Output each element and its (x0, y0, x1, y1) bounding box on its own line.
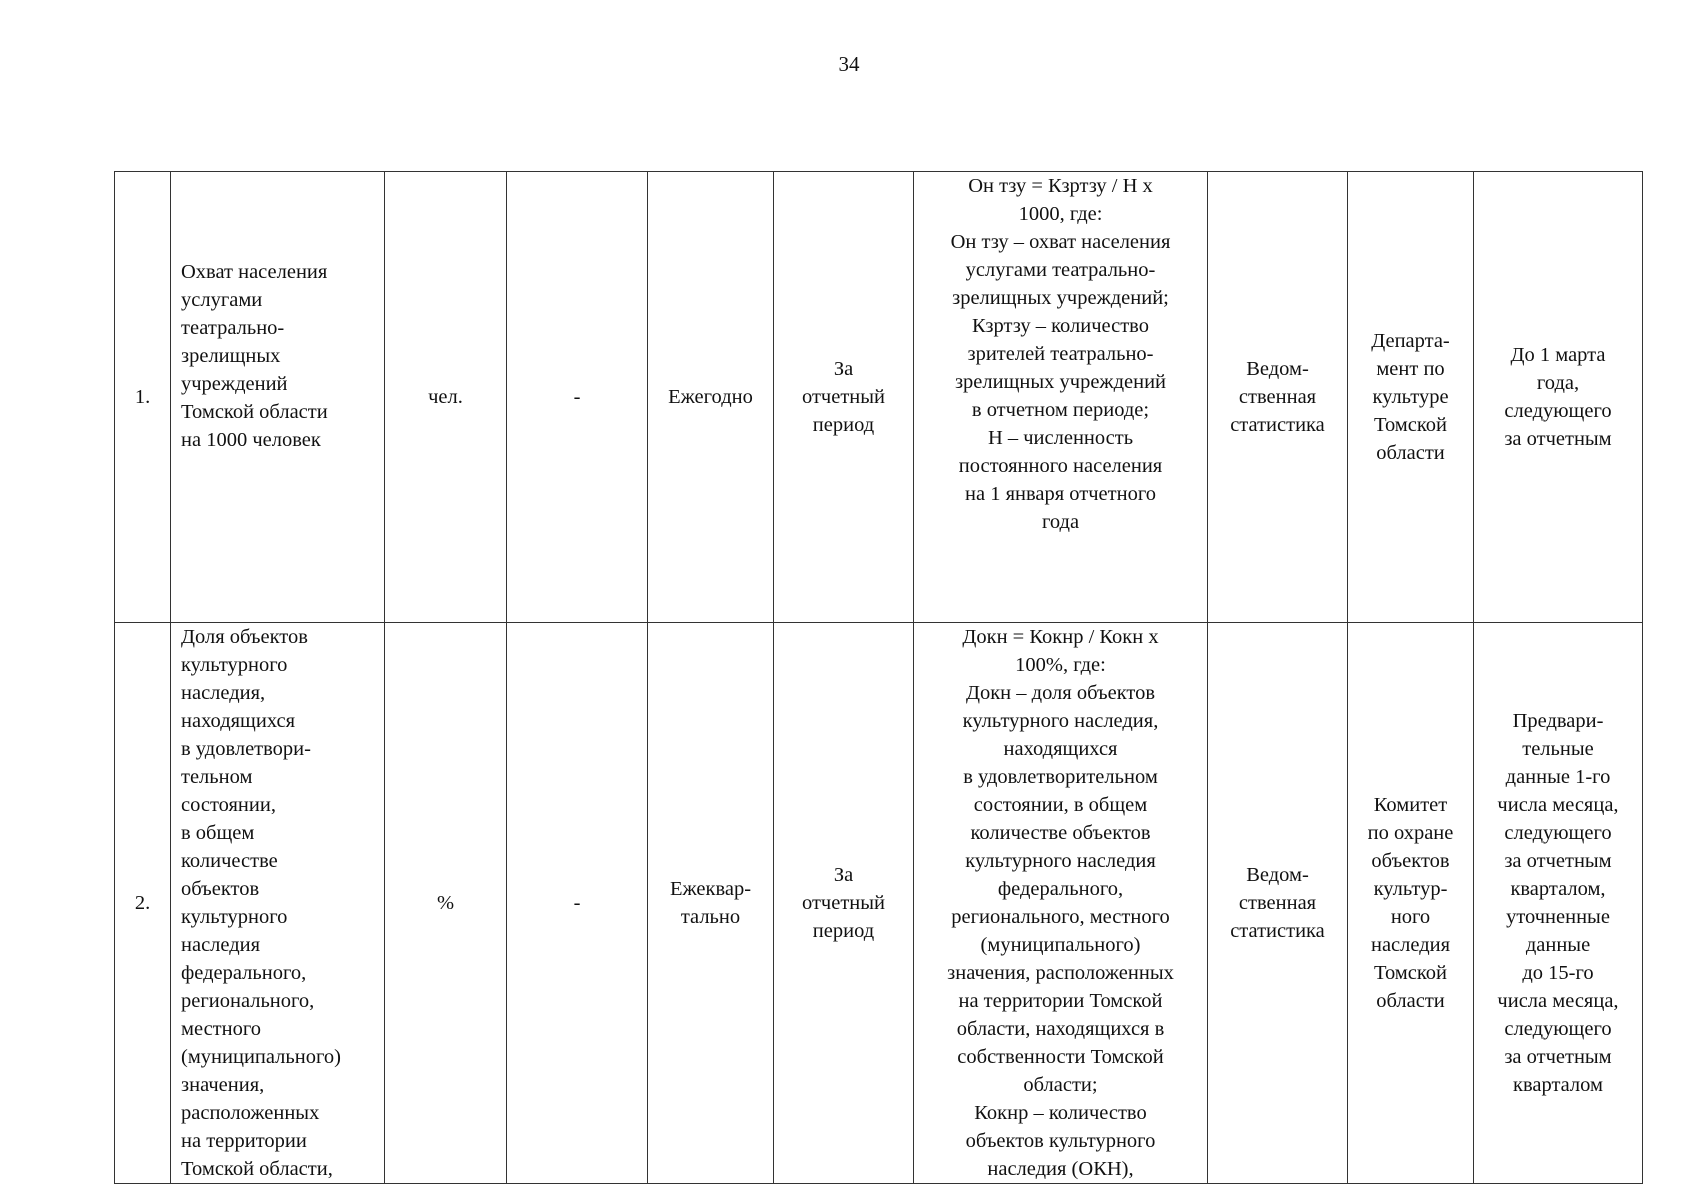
text-line: (муниципального) (181, 1046, 341, 1068)
text-line: наследия, (181, 682, 266, 704)
text-line: года, (1536, 372, 1580, 394)
text-line: Томской (1373, 962, 1448, 984)
deadline-cell (1474, 623, 1643, 1184)
text-line: (муниципального) (980, 934, 1141, 956)
text-line: За (833, 358, 854, 380)
indicators-table (114, 171, 1643, 1184)
text-line: мент по (1376, 358, 1445, 380)
text-line: культуре (1372, 386, 1449, 408)
text-line: следующего (1504, 822, 1612, 844)
text-line: значения, (181, 1074, 265, 1096)
text-line: Томской области (181, 401, 328, 423)
text-line: наследия (181, 934, 261, 956)
text-line: количестве объектов (970, 822, 1151, 844)
deadline-cell (1474, 172, 1643, 623)
text-line: За (833, 864, 854, 886)
text-line: Комитет (1373, 794, 1448, 816)
responsible-cell (1348, 623, 1474, 1184)
unit-cell: % (385, 623, 507, 1184)
text-line: зрелищных учреждений; (952, 287, 1169, 309)
base-value-cell: - (507, 172, 648, 623)
text-line: состоянии, в общем (973, 794, 1148, 816)
text-line: 1000, где: (1018, 203, 1103, 225)
text-line: объектов культурного (965, 1130, 1156, 1152)
text-line: Департа- (1371, 330, 1450, 352)
text-line: культур- (1373, 878, 1448, 900)
text-line: отчетный (801, 386, 886, 408)
text-line: кварталом (1513, 1074, 1603, 1096)
table-row (115, 623, 1643, 1184)
text-line: Ежегодно (668, 386, 753, 408)
text-line: Ежеквар- (669, 878, 752, 900)
text-line: Томской (1373, 414, 1448, 436)
text-line: следующего (1504, 400, 1612, 422)
text-line: Докн – доля объектов (965, 682, 1156, 704)
text-line: по охране (1367, 822, 1454, 844)
text-line: период (812, 920, 875, 942)
text-line: области (1376, 442, 1445, 464)
text-line: 100%, где: (1015, 654, 1106, 676)
text-line: Он тзу – охват населения (950, 231, 1171, 253)
text-line: на 1000 человек (181, 429, 321, 451)
text-line: период (812, 414, 875, 436)
text-line: ственная (1238, 386, 1317, 408)
text-line: Ведом- (1246, 358, 1309, 380)
text-line: федерального, (997, 878, 1124, 900)
text-line: значения, расположенных (947, 962, 1174, 984)
text-line: тельные (1522, 738, 1594, 760)
text-line: за отчетным (1504, 1046, 1612, 1068)
text-line: в отчетном периоде; (971, 399, 1150, 421)
text-line: Предвари- (1512, 710, 1604, 732)
text-line: зрелищных учреждений (954, 371, 1167, 393)
data-source-cell (1208, 623, 1348, 1184)
text-line: Ведом- (1246, 864, 1309, 886)
text-line: зрелищных (181, 345, 281, 367)
text-line: статистика (1230, 920, 1325, 942)
page-number: 34 (838, 52, 860, 76)
text-line: следующего (1504, 1018, 1612, 1040)
text-line: театрально- (181, 317, 285, 339)
text-line: наследия (1370, 934, 1451, 956)
period-cell (774, 623, 914, 1184)
text-line: на 1 января отчетного (965, 483, 1156, 505)
responsible-cell (1348, 172, 1474, 623)
text-line: местного (181, 1018, 262, 1040)
text-line: Кзртзу – количество (972, 315, 1149, 337)
text-line: находящихся (1003, 738, 1118, 760)
text-line: До 1 марта (1510, 344, 1606, 366)
text-line: ственная (1238, 892, 1317, 914)
text-line: услугами (181, 289, 263, 311)
text-line: данные 1-го (1505, 766, 1611, 788)
text-line: кварталом, (1510, 878, 1606, 900)
base-value-cell: - (507, 623, 648, 1184)
text-line: в удовлетворительном (963, 766, 1158, 788)
text-line: в удовлетвори- (181, 738, 311, 760)
unit-cell: чел. (385, 172, 507, 623)
text-line: культурного наследия (965, 850, 1156, 872)
text-line: области (1376, 990, 1445, 1012)
row-number: 1. (115, 172, 171, 623)
text-line: области; (1023, 1074, 1098, 1096)
period-cell (774, 172, 914, 623)
text-line: культурного (181, 654, 288, 676)
text-line: на территории Томской (958, 990, 1163, 1012)
text-line: за отчетным (1504, 428, 1612, 450)
text-line: федерального, (181, 962, 307, 984)
text-line: зрителей театрально- (967, 343, 1154, 365)
formula-cell (914, 623, 1208, 1184)
text-line: уточненные (1506, 906, 1610, 928)
text-line: числа месяца, (1497, 990, 1619, 1012)
text-line: культурного (181, 906, 288, 928)
text-line: наследия (ОКН), (987, 1158, 1134, 1180)
text-line: услугами театрально- (965, 259, 1156, 281)
text-line: за отчетным (1504, 850, 1612, 872)
text-line: постоянного населения (958, 455, 1163, 477)
text-line: состоянии, (181, 794, 276, 816)
text-line: отчетный (801, 892, 886, 914)
text-line: Н – численность (987, 427, 1134, 449)
text-line: данные (1525, 934, 1591, 956)
text-line: в общем (181, 822, 255, 844)
text-line: тельном (181, 766, 253, 788)
formula-cell (914, 172, 1208, 623)
text-line: расположенных (181, 1102, 320, 1124)
text-line: на территории (181, 1130, 307, 1152)
text-line: объектов (1371, 850, 1450, 872)
text-line: находящихся (181, 710, 296, 732)
text-line: Кокнр – количество (974, 1102, 1147, 1124)
text-line: Томской области, (181, 1158, 333, 1180)
frequency-cell (648, 172, 774, 623)
text-line: области, находящихся в (956, 1018, 1165, 1040)
data-source-cell (1208, 172, 1348, 623)
text-line: собственности Томской (957, 1046, 1164, 1068)
text-line: количестве (181, 850, 278, 872)
text-line: до 15-го (1522, 962, 1594, 984)
text-line: регионального, (181, 990, 315, 1012)
text-line: тально (680, 906, 741, 928)
text-line: года (1041, 511, 1080, 533)
indicator-name (171, 623, 385, 1184)
text-line: Он тзу = Кзртзу / Н x (968, 175, 1153, 197)
text-line: Доля объектов (181, 626, 308, 648)
table-row (115, 172, 1643, 623)
text-line: Охват населения (181, 261, 328, 283)
text-line: объектов (181, 878, 260, 900)
indicator-name (171, 172, 385, 623)
text-line: учреждений (181, 373, 288, 395)
text-line: статистика (1230, 414, 1325, 436)
text-line: числа месяца, (1497, 794, 1619, 816)
frequency-cell (648, 623, 774, 1184)
text-line: культурного наследия, (962, 710, 1159, 732)
text-line: Докн = Кокнр / Кокн x (962, 626, 1159, 648)
text-line: ного (1390, 906, 1431, 928)
text-line: регионального, местного (951, 906, 1170, 928)
row-number: 2. (115, 623, 171, 1184)
